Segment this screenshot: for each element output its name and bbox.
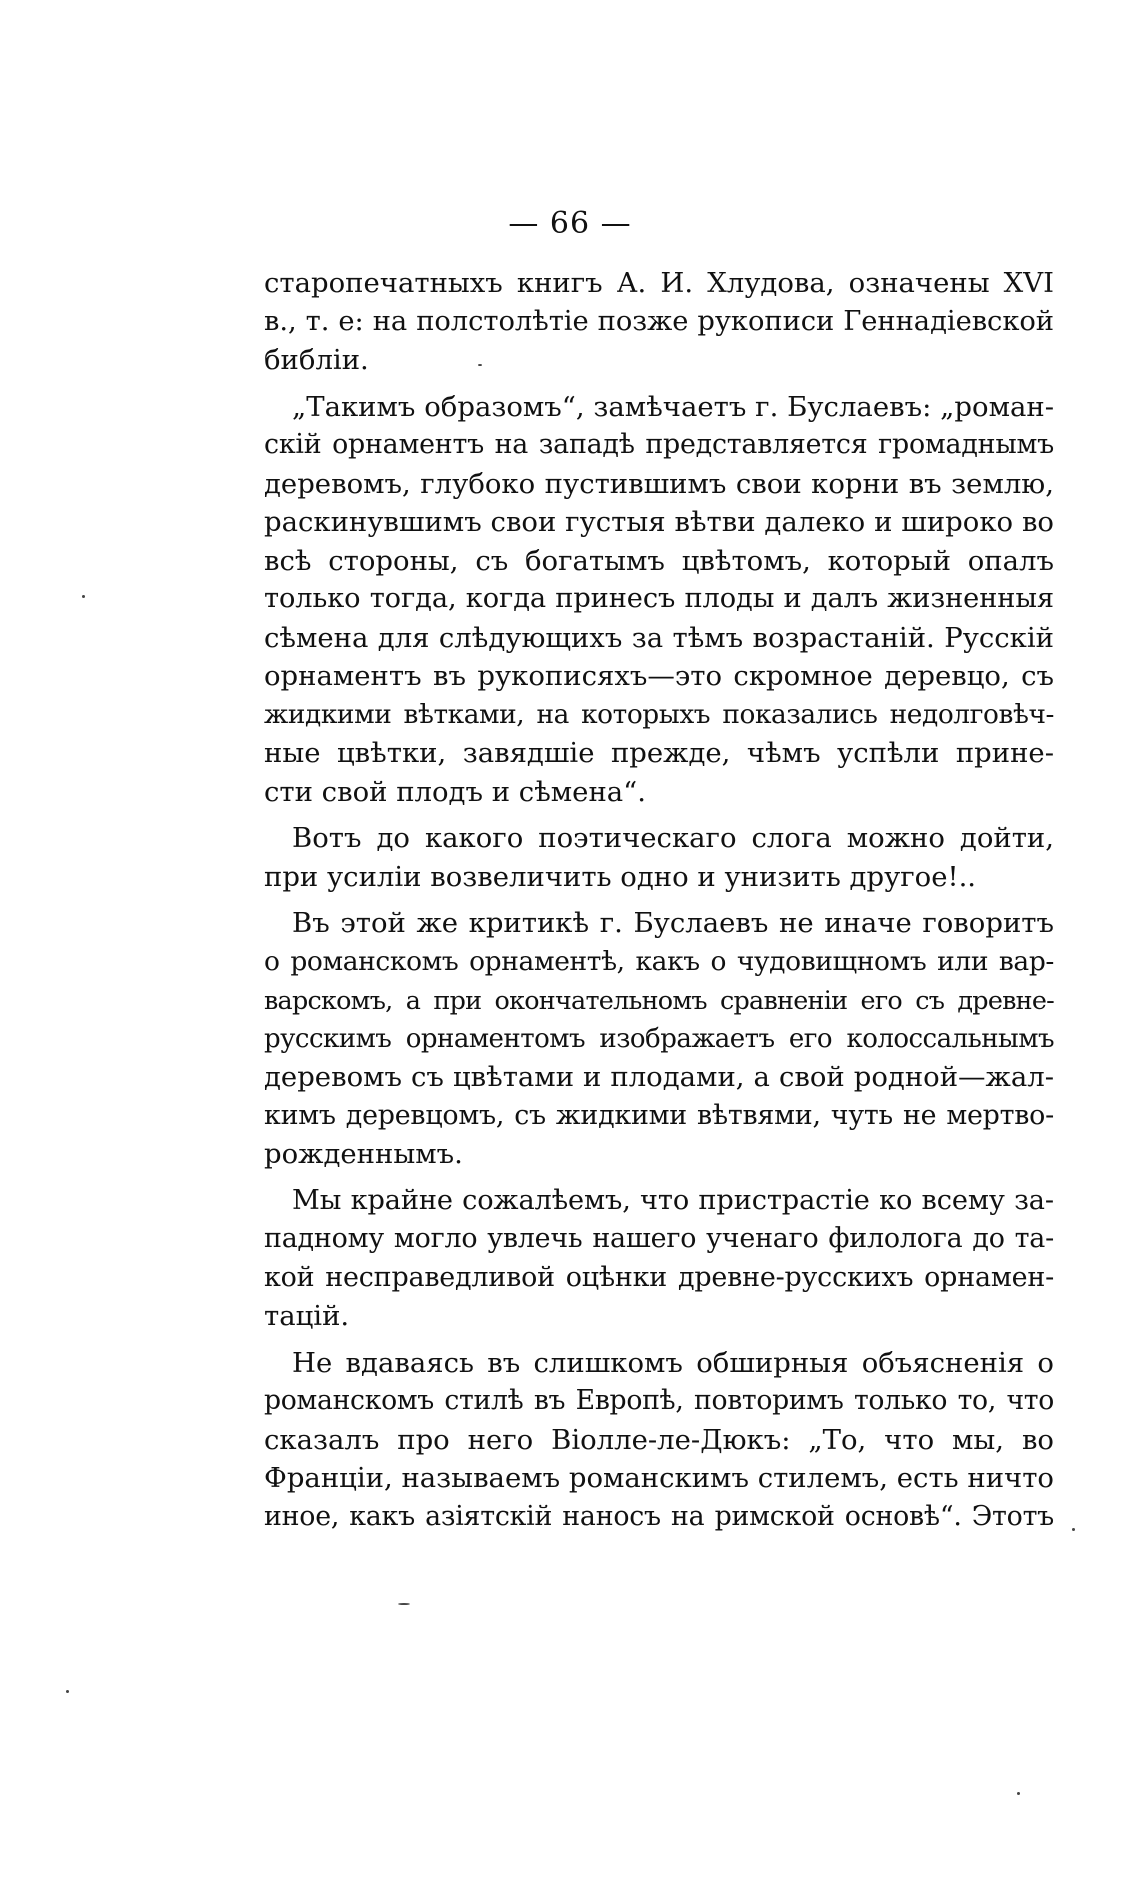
scan-speck	[66, 1690, 69, 1693]
text-line: Вотъ до какого поэтическаго слога можно дойти,	[292, 822, 1054, 854]
text-line: раскинувшимъ свои густыя вѣтви далеко и широко во	[264, 506, 1054, 538]
paragraph-4	[264, 904, 1054, 1174]
text-line: Въ этой же критикѣ г. Буслаевъ не иначе говоритъ	[292, 907, 1054, 939]
scan-speck	[1072, 1528, 1075, 1531]
text-line: Мы крайне сожалѣемъ, что пристрастіе ко всему за-	[292, 1184, 1054, 1216]
text-line: Не вдаваясь въ слишкомъ обширныя объясненія о	[292, 1346, 1054, 1379]
text-line: деревомъ, глубоко пустившимъ свои корни въ землю,	[264, 467, 1054, 500]
scan-speck	[478, 364, 482, 366]
scan-speck	[1017, 1792, 1020, 1795]
text-line: деревомъ съ цвѣтами и плодами, а свой родной—жал-	[264, 1061, 1054, 1093]
page-number: — 66 —	[508, 206, 632, 241]
text-line: рожденнымъ.	[264, 1138, 463, 1170]
paragraph-2	[264, 388, 1054, 812]
text-line: тацій.	[264, 1300, 350, 1332]
paragraph-3	[264, 819, 1054, 896]
text-line: старопечатныхъ книгъ А. И. Хлудова, означены XVI	[264, 267, 1054, 299]
text-line: орнаментъ въ рукописяхъ—это скромное деревцо, съ	[264, 660, 1054, 692]
paragraph-5	[264, 1182, 1054, 1336]
text-line: романскомъ стилѣ въ Европѣ, повторимъ только то, что	[264, 1385, 1054, 1416]
body-text	[264, 264, 1054, 1536]
text-line: только тогда, когда принесъ плоды и далъ жизненныя	[264, 583, 1054, 614]
text-line: сказалъ про него Віолле-ле-Дюкъ: „То, что мы, во	[264, 1423, 1054, 1456]
text-line: варскомъ, а при окончательномъ сравненіи его съ древне-	[264, 985, 1054, 1015]
text-line: жидкими вѣтками, на которыхъ показались недолговѣч-	[264, 699, 1054, 730]
text-line: сти свой плодъ и сѣмена“.	[264, 775, 646, 808]
text-line: библіи.	[264, 344, 369, 376]
text-line: о романскомъ орнаментѣ, какъ о чудовищномъ или вар-	[264, 945, 1054, 977]
text-line: ные цвѣтки, завядшіе прежде, чѣмъ успѣли прине-	[264, 737, 1054, 769]
text-line: при усиліи возвеличить одно и унизить другое!..	[264, 860, 977, 893]
text-line: Франціи, называемъ романскимъ стилемъ, есть ничто	[264, 1462, 1054, 1494]
text-line: кимъ деревцомъ, съ жидкими вѣтвями, чуть не мертво-	[264, 1099, 1054, 1131]
paragraph-1	[264, 264, 1054, 380]
text-line: скій орнаментъ на западѣ представляется громаднымъ	[264, 429, 1054, 460]
text-line: сѣмена для слѣдующихъ за тѣмъ возрастаній. Русскій	[264, 621, 1054, 654]
text-line: в., т. е: на полстолѣтіе позже рукописи Геннадіевской	[264, 305, 1054, 337]
text-line: „Такимъ образомъ“, замѣчаетъ г. Буслаевъ: „роман-	[292, 390, 1054, 423]
scan-speck	[82, 595, 85, 598]
paragraph-6	[264, 1344, 1054, 1537]
text-line: всѣ стороны, съ богатымъ цвѣтомъ, который опалъ	[264, 544, 1054, 577]
scan-speck	[398, 1603, 410, 1605]
text-line: падному могло увлечь нашего ученаго филолога до та-	[264, 1223, 1054, 1254]
text-line: русскимъ орнаментомъ изображаетъ его колоссальнымъ	[264, 1023, 1054, 1054]
text-line: иное, какъ азіятскій наносъ на римской основѣ“. Этотъ	[264, 1500, 1054, 1532]
text-line: кой несправедливой оцѣнки древне-русскихъ орнамен-	[264, 1261, 1054, 1293]
